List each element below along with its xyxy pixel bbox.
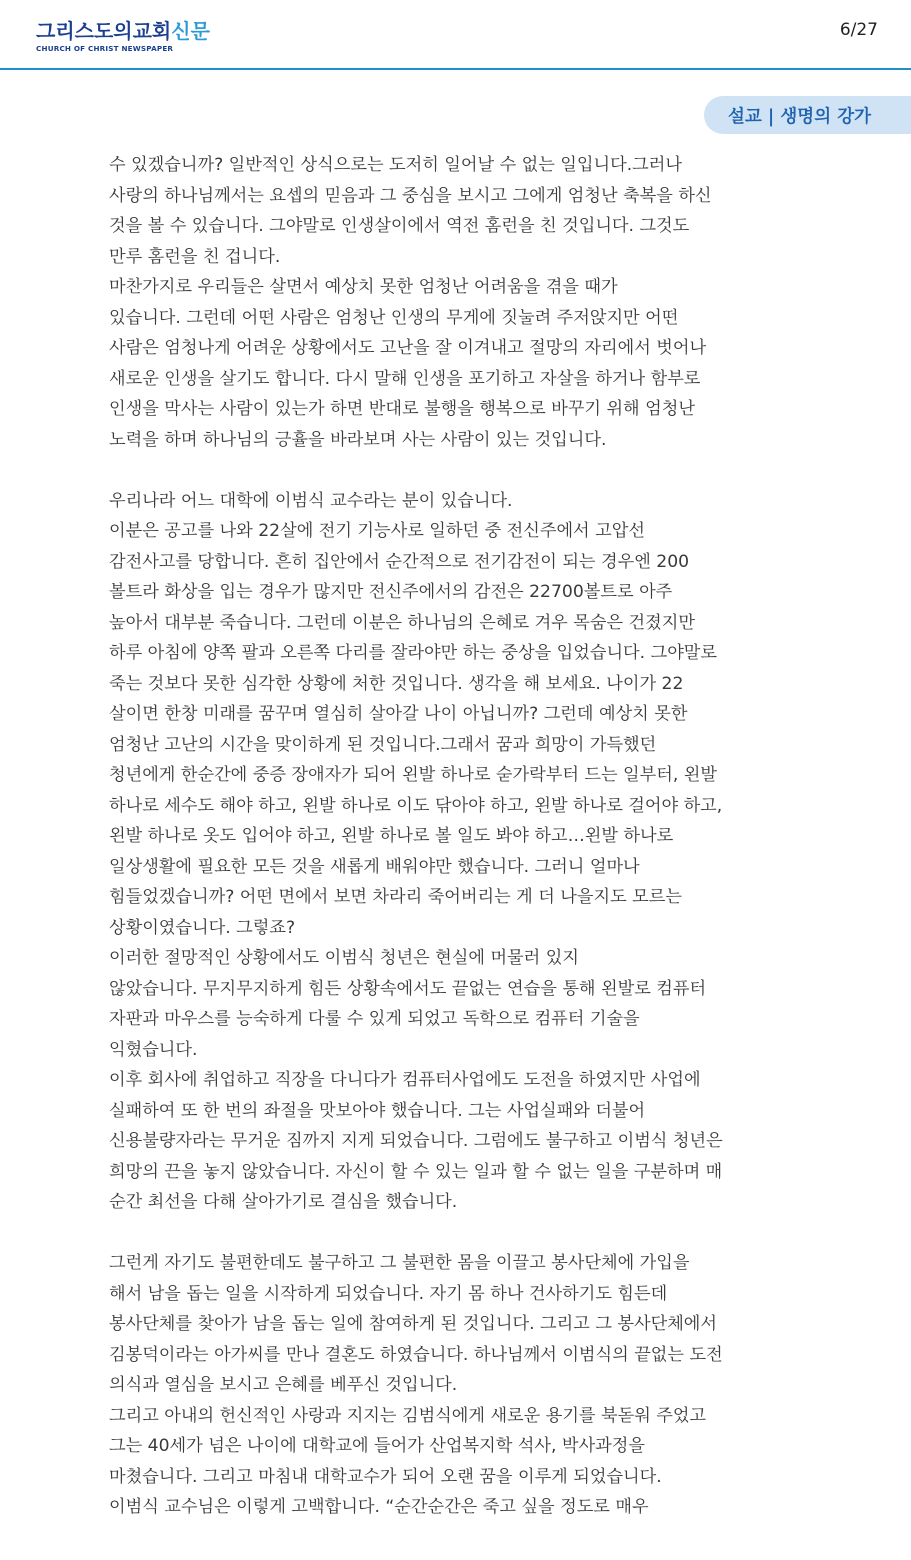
newspaper-logo[interactable] bbox=[36, 20, 210, 54]
text-line: 마쳤습니다. 그리고 마침내 대학교수가 되어 오랜 꿈을 이루게 되었습니다. bbox=[109, 1466, 662, 1487]
text-line: 이러한 절망적인 상황에서도 이범식 청년은 현실에 머물러 있지 bbox=[109, 948, 579, 968]
text-line: 그리고 아내의 헌신적인 사랑과 지지는 김범식에게 새로운 용기를 북돋워 주었고 bbox=[109, 1405, 707, 1426]
paragraph bbox=[109, 486, 809, 1218]
text-line: 신용불량자라는 무거운 짐까지 지게 되었습니다. 그럼에도 불구하고 이범식 청년은 bbox=[109, 1131, 723, 1151]
page-number: 6/27 bbox=[839, 20, 878, 40]
text-line: 그는 40세가 넘은 나이에 대학교에 들어가 산업복지학 석사, 박사과정을 bbox=[109, 1436, 645, 1456]
text-line: 수 있겠습니까? 일반적인 상식으로는 도저히 일어날 수 없는 일입니다.그러나 bbox=[109, 155, 682, 175]
text-line: 그런게 자기도 불편한데도 불구하고 그 불편한 몸을 이끌고 봉사단체에 가입을 bbox=[109, 1253, 690, 1273]
text-line: 새로운 인생을 살기도 합니다. 다시 말해 인생을 포기하고 자살을 하거나 함부로 bbox=[109, 368, 701, 389]
text-line: 있습니다. 그런데 어떤 사람은 엄청난 인생의 무게에 짓눌려 주저앉지만 어떤 bbox=[109, 307, 679, 328]
text-line: 마찬가지로 우리들은 살면서 예상치 못한 엄청난 어려움을 겪을 때가 bbox=[109, 277, 618, 297]
text-line: 순간 최선을 다해 살아가기로 결심을 했습니다. bbox=[109, 1192, 458, 1212]
paragraph-gap bbox=[109, 455, 809, 486]
text-line: 사람은 엄청나게 어려운 상황에서도 고난을 잘 이겨내고 절망의 자리에서 벗어나 bbox=[109, 338, 707, 358]
text-line: 일상생활에 필요한 모든 것을 새롭게 배워야만 했습니다. 그러니 얼마나 bbox=[109, 856, 640, 877]
text-line: 살이면 한창 미래를 꿈꾸며 열심히 살아갈 나이 아닙니까? 그런데 예상치 못한 bbox=[109, 704, 688, 724]
logo-title-main: 그리스도의교회 bbox=[36, 19, 172, 43]
paragraph bbox=[109, 150, 809, 455]
text-line: 우리나라 어느 대학에 이범식 교수라는 분이 있습니다. bbox=[109, 490, 513, 511]
section-tab bbox=[704, 96, 911, 134]
text-line: 감전사고를 당합니다. 흔히 집안에서 순간적으로 전기감전이 되는 경우엔 200 bbox=[109, 551, 690, 572]
text-line: 이범식 교수님은 이렇게 고백합니다. “순간순간은 죽고 싶을 정도로 매우 bbox=[109, 1497, 649, 1517]
text-line: 익혔습니다. bbox=[109, 1039, 198, 1060]
page-header bbox=[0, 0, 911, 70]
section-tab-label: 설교 | 생명의 강가 bbox=[728, 106, 872, 127]
text-line: 죽는 것보다 못한 심각한 상황에 처한 것입니다. 생각을 해 보세요. 나이가 22 bbox=[109, 673, 684, 694]
text-line: 힘들었겠습니까? 어떤 면에서 보면 차라리 죽어버리는 게 더 나을지도 모르는 bbox=[109, 887, 682, 907]
text-line: 엄청난 고난의 시간을 맞이하게 된 것입니다.그래서 꿈과 희망이 가득했던 bbox=[109, 734, 657, 755]
text-line: 것을 볼 수 있습니다. 그야말로 인생살이에서 역전 홈런을 친 것입니다. 그것도 bbox=[109, 216, 690, 236]
paragraph-gap bbox=[109, 1218, 809, 1249]
logo-subtitle: CHURCH OF CHRIST NEWSPAPER bbox=[36, 44, 174, 53]
text-line: 왼발 하나로 옷도 입어야 하고, 왼발 하나로 볼 일도 봐야 하고…왼발 하나로 bbox=[109, 826, 674, 846]
text-line: 김봉덕이라는 아가씨를 만나 결혼도 하였습니다. 하나님께서 이범식의 끝없는 도전 bbox=[109, 1344, 723, 1365]
text-line: 희망의 끈을 놓지 않았습니다. 자신이 할 수 있는 일과 할 수 없는 일을 구분하며 매 bbox=[109, 1161, 723, 1182]
text-line: 실패하여 또 한 번의 좌절을 맛보아야 했습니다. 그는 사업실패와 더불어 bbox=[109, 1100, 646, 1121]
text-line: 사랑의 하나님께서는 요셉의 믿음과 그 중심을 보시고 그에게 엄청난 축복을 하신 bbox=[109, 185, 712, 206]
text-line: 높아서 대부분 죽습니다. 그런데 이분은 하나님의 은혜로 겨우 목숨은 건졌지만 bbox=[109, 612, 695, 633]
text-line: 이후 회사에 취업하고 직장을 다니다가 컴퓨터사업에도 도전을 하였지만 사업에 bbox=[109, 1070, 701, 1090]
text-line: 하나로 세수도 해야 하고, 왼발 하나로 이도 닦아야 하고, 왼발 하나로 걸어야 하고, bbox=[109, 795, 723, 816]
text-line: 노력을 하며 하나님의 긍휼을 바라보며 사는 사람이 있는 것입니다. bbox=[109, 429, 607, 450]
text-line: 이분은 공고를 나와 22살에 전기 기능사로 일하던 중 전신주에서 고압선 bbox=[109, 521, 645, 541]
text-line: 만루 홈런을 친 겁니다. bbox=[109, 246, 281, 267]
text-line: 하루 아침에 양쪽 팔과 오른쪽 다리를 잘라야만 하는 중상을 입었습니다. 그야말로 bbox=[109, 643, 718, 663]
text-line: 해서 남을 돕는 일을 시작하게 되었습니다. 자기 몸 하나 건사하기도 힘든데 bbox=[109, 1283, 668, 1304]
text-line: 상황이였습니다. 그렇죠? bbox=[109, 917, 296, 938]
text-line: 청년에게 한순간에 중증 장애자가 되어 왼발 하나로 숟가락부터 드는 일부터, 왼발 bbox=[109, 765, 718, 785]
paragraph bbox=[109, 1248, 809, 1523]
text-line: 않았습니다. 무지무지하게 힘든 상황속에서도 끝없는 연습을 통해 왼발로 컴퓨터 bbox=[109, 978, 707, 999]
text-line: 봉사단체를 찾아가 남을 돕는 일에 참여하게 된 것입니다. 그리고 그 봉사단체에서 bbox=[109, 1314, 718, 1334]
logo-title bbox=[36, 20, 210, 42]
logo-title-accent: 신문 bbox=[171, 19, 210, 43]
article-body bbox=[109, 150, 809, 1523]
text-line: 인생을 막사는 사람이 있는가 하면 반대로 불행을 행복으로 바꾸기 위해 엄청난 bbox=[109, 399, 695, 419]
text-line: 볼트라 화상을 입는 경우가 많지만 전신주에서의 감전은 22700볼트로 아주 bbox=[109, 582, 673, 602]
text-line: 자판과 마우스를 능숙하게 다룰 수 있게 되었고 독학으로 컴퓨터 기술을 bbox=[109, 1009, 640, 1029]
text-line: 의식과 열심을 보시고 은혜를 베푸신 것입니다. bbox=[109, 1375, 458, 1395]
